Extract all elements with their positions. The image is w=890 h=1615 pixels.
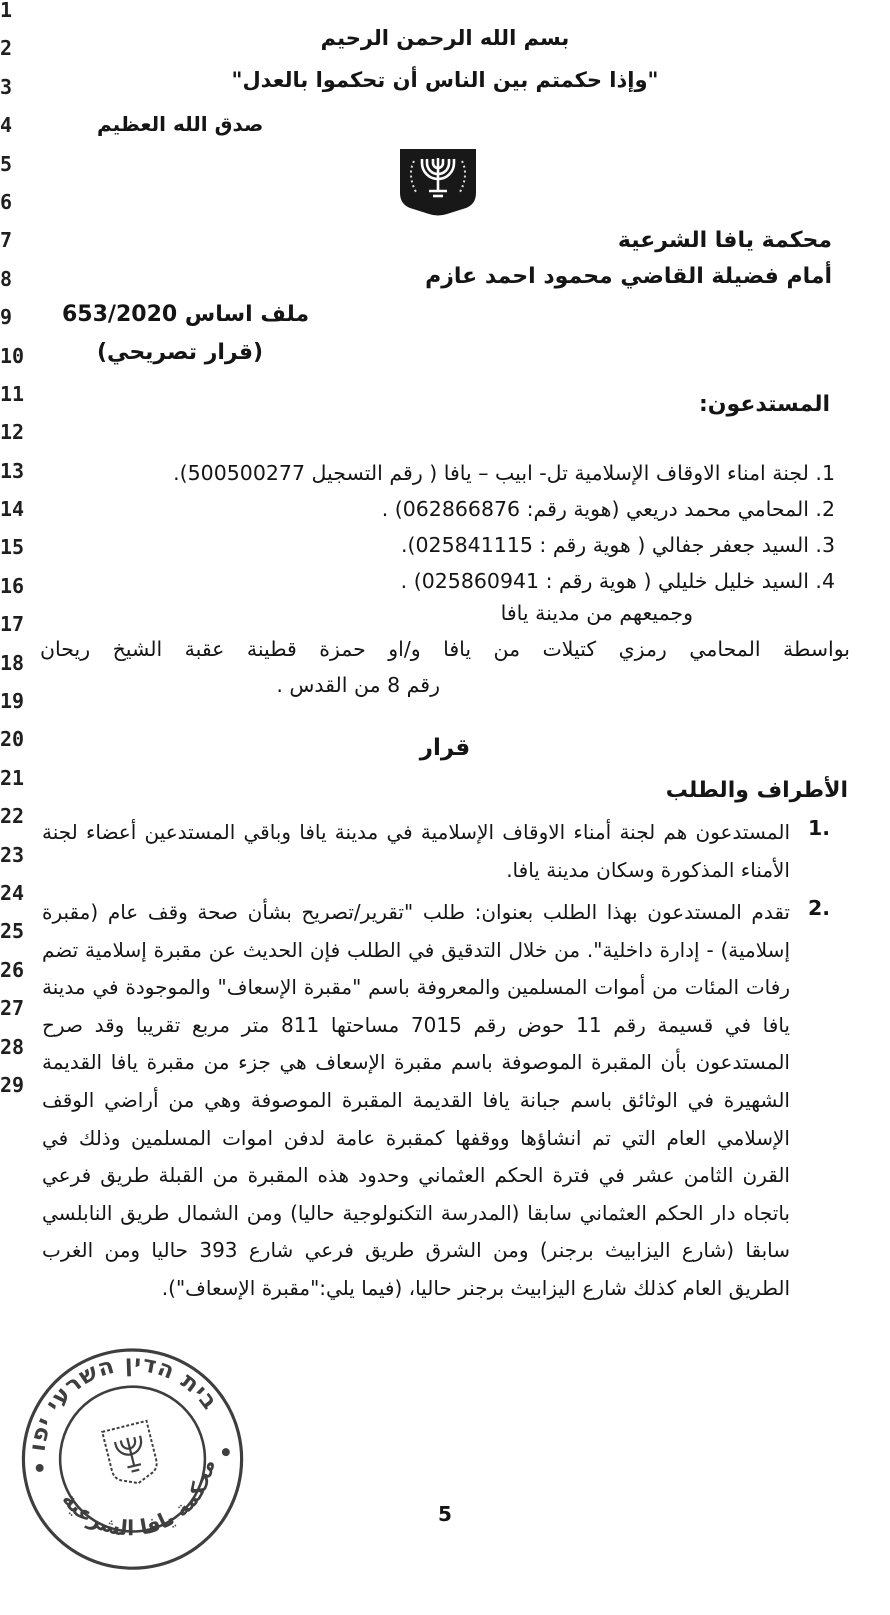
counsel-line: بواسطة المحامي رمزي كتيلات من يافا و/او حمزة قطينة عقبة الشيخ ريحان bbox=[40, 637, 850, 661]
margin-line-number: 2 bbox=[0, 36, 13, 61]
margin-line-number: 26 bbox=[0, 957, 25, 982]
margin-line-number: 16 bbox=[0, 573, 25, 598]
page-number: 5 bbox=[438, 1502, 452, 1526]
petitioner-item: 1. لجنة امناء الاوقاف الإسلامية تل- ابيب – يافا ( رقم التسجيل 500500277). bbox=[173, 461, 835, 485]
margin-line-number: 1 bbox=[0, 0, 13, 22]
sadaqa-line: صدق الله العظيم bbox=[97, 112, 264, 136]
stamp-center-emblem-icon bbox=[102, 1421, 160, 1489]
margin-line-number: 17 bbox=[0, 612, 25, 637]
petitioners-list bbox=[173, 455, 835, 599]
margin-line-number: 19 bbox=[0, 689, 25, 714]
petitioner-item: 2. المحامي محمد دريعي (هوية رقم: 062866876) . bbox=[381, 497, 835, 521]
margin-line-number: 9 bbox=[0, 305, 13, 330]
margin-line-number: 21 bbox=[0, 765, 25, 790]
margin-line-number: 23 bbox=[0, 842, 25, 867]
margin-line-number: 13 bbox=[0, 458, 25, 483]
margin-line-number: 25 bbox=[0, 919, 25, 944]
basmala-line: بسم الله الرحمن الرحيم bbox=[320, 26, 570, 50]
stamp-arabic-arc-text: محكمة يافا الشرعية bbox=[57, 1457, 220, 1541]
petitioner-item: 3. السيد جعفر جفالي ( هوية رقم : 025841115). bbox=[401, 533, 835, 557]
margin-line-number: 27 bbox=[0, 996, 25, 1021]
margin-line-number: 20 bbox=[0, 727, 25, 752]
margin-line-number: 10 bbox=[0, 343, 25, 368]
margin-line-number: 4 bbox=[0, 113, 13, 138]
counsel-line-2: رقم 8 من القدس . bbox=[276, 673, 440, 697]
court-stamp bbox=[0, 1311, 279, 1611]
stamp-hebrew-arc-text: בית הדין השרעי יפו bbox=[24, 1350, 224, 1453]
paragraph-2-number: 2. bbox=[807, 896, 830, 920]
state-emblem-icon bbox=[395, 146, 481, 220]
stamp-dot-left bbox=[35, 1463, 45, 1473]
margin-line-number: 14 bbox=[0, 497, 25, 522]
margin-line-number: 11 bbox=[0, 381, 25, 406]
section-heading-parties-and-request: الأطراف والطلب bbox=[665, 778, 848, 803]
all-from-city-line: وجميعهم من مدينة يافا bbox=[500, 601, 693, 625]
margin-line-number: 6 bbox=[0, 189, 13, 214]
paragraph-1-text: المستدعون هم لجنة أمناء الاوقاف الإسلامية في مدينة يافا وباقي المستدعين أعضاء لجنة الأمناء المذكورة وسكان مدينة يافا. bbox=[42, 820, 790, 882]
petitioners-heading: المستدعون: bbox=[698, 392, 830, 417]
petitioner-item: 4. السيد خليل خليلي ( هوية رقم : 025860941) . bbox=[400, 569, 835, 593]
stamp-dot-right bbox=[221, 1447, 231, 1457]
case-file-number: ملف اساس 653/2020 bbox=[62, 302, 310, 327]
paragraph-2-text: تقدم المستدعون بهذا الطلب بعنوان: طلب "تقرير/تصريح بشأن صحة وقف عام (مقبرة إسلامية) - إدارة داخلية". من خلال التدقيق في الطلب فإن الحديث عن مقبرة إسلامية تضم رفات المئات من أموات المسلمين والمعروفة باسم "مقبرة الإسعاف" والموجودة في مدينة يافا في قسيمة رقم 11 حوض رقم 7015 مساحتها 811 متر مربع تقريبا وقد صرح المستدعون بأن المقبرة الموصوفة باسم مقبرة الإسعاف هي جزء من مقبرة يافا القديمة الشهيرة في الوثائق باسم جبانة يافا القديمة المقبرة الموصوفة وهي من أراضي الوقف الإسلامي العام التي تم انشاؤها ووقفها كمقبرة عامة لدفن اموات المسلمين وذلك في القرن الثامن عشر في فترة الحكم العثماني وحدود هذه المقبرة من القبلة طريق فرعي باتجاه دار الحكم العثماني سابقا (المدرسة التكنولوجية حاليا) ومن الشمال طريق النابلسي سابقا (شارع اليزابيث برجنر) ومن الشرق طريق فرعي شارع 393 حاليا ومن الغرب الطريق العام كذلك شارع اليزابيث برجنر حاليا، (فيما يلي:"مقبرة الإسعاف"). bbox=[42, 900, 790, 1300]
margin-line-number: 7 bbox=[0, 228, 13, 253]
margin-line-number: 24 bbox=[0, 880, 25, 905]
margin-line-number: 15 bbox=[0, 535, 25, 560]
svg-text:בית הדין השרעי יפו bbox=[7, 1329, 226, 1459]
court-name: محكمة يافا الشرعية bbox=[617, 228, 832, 253]
paragraph-1-number: 1. bbox=[807, 816, 830, 840]
margin-line-number: 29 bbox=[0, 1072, 25, 1097]
quran-verse-line: "وإذا حكمتم بين الناس أن تحكموا بالعدل" bbox=[231, 68, 659, 92]
margin-line-number: 28 bbox=[0, 1034, 25, 1059]
margin-line-number: 5 bbox=[0, 151, 13, 176]
margin-line-number: 18 bbox=[0, 650, 25, 675]
decision-title: قرار bbox=[419, 735, 471, 761]
case-type: (قرار تصريحي) bbox=[97, 340, 264, 365]
margin-line-number: 22 bbox=[0, 804, 25, 829]
judge-name-line: أمام فضيلة القاضي محمود احمد عازم bbox=[425, 264, 832, 289]
margin-line-number: 3 bbox=[0, 74, 13, 99]
margin-line-number: 8 bbox=[0, 266, 13, 291]
margin-line-number: 12 bbox=[0, 420, 25, 445]
